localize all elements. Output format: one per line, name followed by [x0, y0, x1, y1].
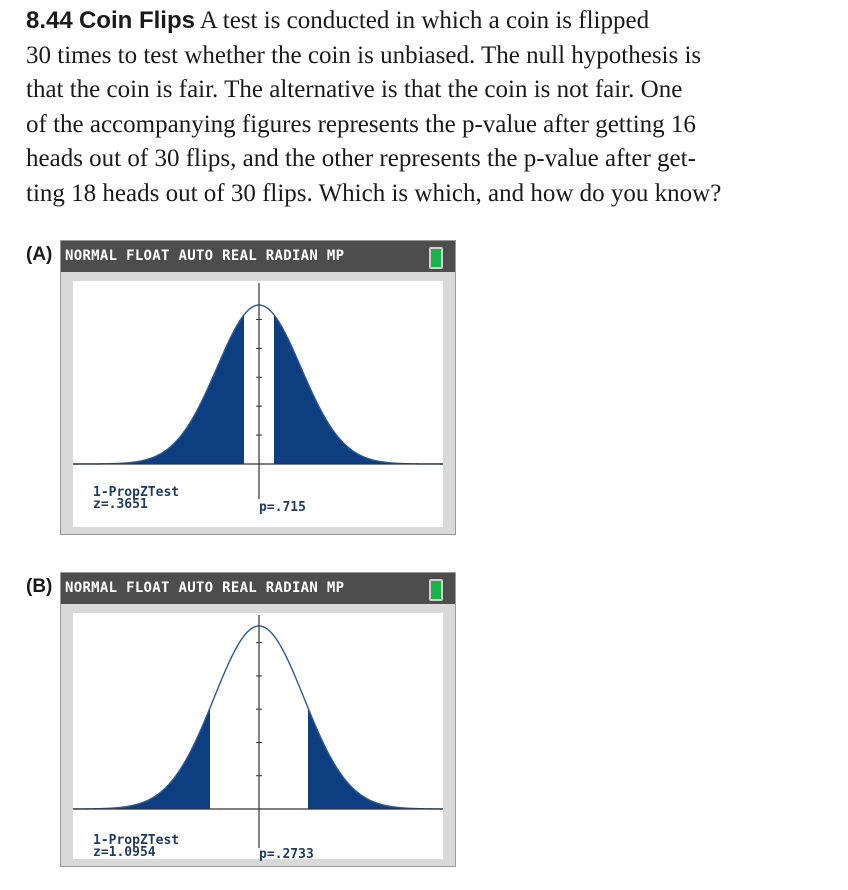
figure-a-status-bar: [61, 241, 455, 272]
battery-icon: [429, 247, 443, 269]
problem-text-line: 30 times to test whether the coin is unbiased. The null hypothesis is: [26, 41, 702, 69]
figure-b-status-bar: [61, 573, 455, 604]
problem-text-line: ting 18 heads out of 30 flips. Which is which, and how do you know?: [26, 179, 722, 207]
problem-text-line: that the coin is fair. The alternative is that the coin is not fair. One: [26, 76, 683, 103]
figure-a-test-name: 1-PropZTest: [93, 485, 180, 500]
problem-text-line: of the accompanying figures represents the p-value after getting 16: [26, 110, 696, 138]
figure-a-p-value: p=.715: [259, 500, 306, 515]
figure-a-plot-area: [73, 281, 443, 527]
figure-a-label: (A): [26, 244, 53, 265]
figure-b-z-statistic: z=1.0954: [93, 845, 156, 860]
figure-a-z-statistic: z=.3651: [93, 497, 148, 512]
figure-a-status-text: NORMAL FLOAT AUTO REAL RADIAN MP: [65, 248, 345, 264]
figure-b-normal-curve-plot: [73, 613, 443, 862]
figure-a-calculator-screen: [60, 240, 456, 535]
figure-b-status-text: NORMAL FLOAT AUTO REAL RADIAN MP: [65, 580, 345, 596]
figure-b-label: (B): [26, 576, 53, 597]
figure-b-plot-area: [73, 613, 443, 862]
problem-text-line: heads out of 30 flips, and the other represents the p-value after get-: [26, 145, 696, 172]
problem-title: Coin Flips: [78, 7, 195, 34]
problem-line-1: [26, 4, 826, 39]
plot-background: [73, 613, 443, 862]
problem-text-line: A test is conducted in which a coin is flipped: [199, 7, 650, 34]
problem-number: 8.44: [26, 7, 73, 34]
figure-b-test-name: 1-PropZTest: [93, 833, 180, 848]
figure-b-p-value: p=.2733: [259, 847, 314, 862]
figure-b-calculator-screen: [60, 572, 456, 867]
problem-text: [26, 4, 826, 211]
battery-icon: [429, 579, 443, 601]
